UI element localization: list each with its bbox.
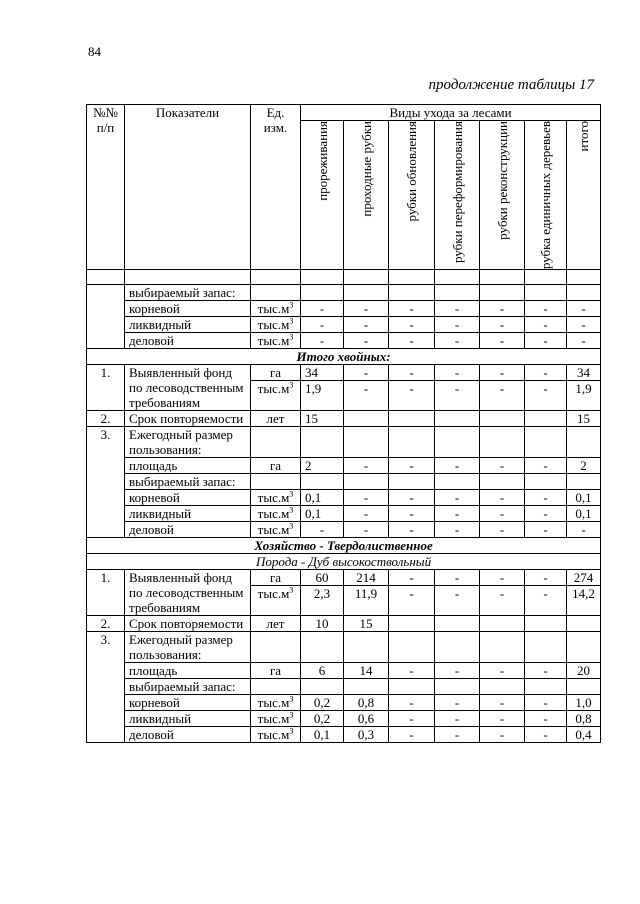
table-row [87,679,601,695]
table-row: 1. Выявленный фонд по лесоводственным требованиям га 34 - - - - - 34 [87,365,601,381]
table-row: 2. Срок повторяемости лет 10 15 [87,616,601,632]
header-type-renewal: рубки обновления [389,121,435,270]
label-stock: выбираемый запас: [125,679,251,695]
table-row: $тыс.м^3$ 1,9 - - - - - 1,9 [87,381,601,411]
table-row: площадь га 6 14 - - - - 20 [87,663,601,679]
header-type-passage: проходные рубки [344,121,389,270]
table-row [87,285,601,301]
section-conifer-total: Итого хвойных: [87,349,601,365]
label-liquid: ликвидный [125,711,251,727]
table-row: ликвидный $тыс.м^3$ - - - - - - - [87,317,601,333]
header-indicators: Показатели [125,105,251,270]
section-farm: Хозяйство - Твердолиственное [87,538,601,554]
forest-care-table [86,104,601,743]
label-period: Срок повторяемости [125,616,251,632]
table-row: $тыс.м^3$ 2,3 11,9 - - - - 14,2 [87,586,601,616]
table-row: деловой $тыс.м^3$ - - - - - - - [87,522,601,538]
label-stock: выбираемый запас: [125,285,251,301]
table-row: 2. Срок повторяемости лет 15 15 [87,411,601,427]
header-type-reconstruction: рубки реконструкции [480,121,525,270]
page-number: 84 [88,44,101,59]
table-row: ликвидный $тыс.м^3$ 0,2 0,6 - - - - 0,8 [87,711,601,727]
label-area: площадь [125,458,251,474]
label-fund: Выявленный фонд по лесоводственным требованиям [125,570,251,616]
label-business: деловой [125,522,251,538]
label-area: площадь [125,663,251,679]
header-type-single-tree: рубка единичных деревьев [525,121,567,270]
header-type-reformation: рубки переформирования [435,121,480,270]
spacer-row [87,270,601,285]
label-root: корневой [125,301,251,317]
table-row: площадь га 2 - - - - - 2 [87,458,601,474]
table-row: 3. Ежегодный размер пользования: [87,632,601,663]
label-business: деловой [125,333,251,349]
table-row: 1. Выявленный фонд по лесоводственным требованиям га 60 214 - - - - 274 [87,570,601,586]
table-continuation-caption: продолжение таблицы 17 [428,77,594,93]
label-stock: выбираемый запас: [125,474,251,490]
section-breed: Порода - Дуб высокоствольный [87,554,601,570]
header-type-thinning: прореживания [301,121,344,270]
label-annual: Ежегодный размер пользования: [125,427,251,458]
label-business: деловой [125,727,251,743]
label-root: корневой [125,695,251,711]
header-unit: Ед. изм. [251,105,301,270]
label-root: корневой [125,490,251,506]
header-care-types: Виды ухода за лесами [301,105,601,121]
header-num: №№ п/п [87,105,125,270]
header-row-1 [87,105,601,121]
label-period: Срок повторяемости [125,411,251,427]
table-row: корневой $тыс.м^3$ 0,1 - - - - - 0,1 [87,490,601,506]
label-fund: Выявленный фонд по лесоводственным требованиям [125,365,251,411]
table-row: 3. Ежегодный размер пользования: [87,427,601,458]
table-row: деловой $тыс.м^3$ - - - - - - - [87,333,601,349]
label-liquid: ликвидный [125,317,251,333]
table-row: ликвидный $тыс.м^3$ 0,1 - - - - - 0,1 [87,506,601,522]
header-type-total: итого [567,121,601,270]
label-liquid: ликвидный [125,506,251,522]
table-row [87,474,601,490]
table-row: корневой $тыс.м^3$ - - - - - - - [87,301,601,317]
label-annual: Ежегодный размер пользования: [125,632,251,663]
table-row: корневой $тыс.м^3$ 0,2 0,8 - - - - 1,0 [87,695,601,711]
table-row: деловой $тыс.м^3$ 0,1 0,3 - - - - 0,4 [87,727,601,743]
